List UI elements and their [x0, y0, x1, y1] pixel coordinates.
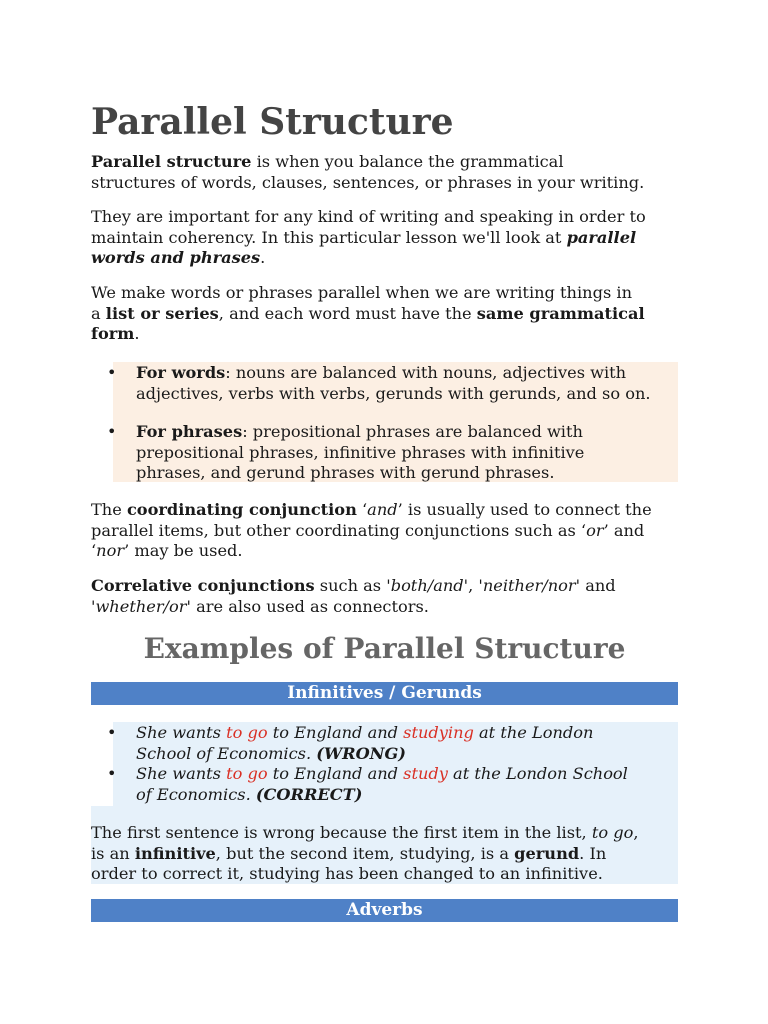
bullet-icon: •	[107, 764, 117, 783]
explanation-callout	[91, 806, 678, 884]
examples-callout: • She wants to go to England and studying at the London School of Economics. (WRONG) • She wants to go to England and study at the London School of Economics. (CORRECT)	[113, 722, 678, 806]
intro-paragraph: Parallel structure is when you balance the grammatical structures of words, clauses, sentences, or phrases in your writing.	[91, 152, 645, 192]
band-infinitives-gerunds: Infinitives / Gerunds	[91, 682, 678, 705]
page-title: Parallel Structure	[91, 101, 454, 143]
section-title: Examples of Parallel Structure	[143, 632, 626, 665]
coordinating-conjunction-paragraph: The coordinating conjunction ‘and’ is usually used to connect the parallel items, but other coordinating conjunctions such as ‘or’ and ‘nor’ may be used.	[91, 500, 652, 561]
band-adverbs: Adverbs	[91, 899, 678, 922]
explanation-paragraph: The first sentence is wrong because the first item in the list, to go, is an infinitive, but the second item, studying, is a gerund. In order to correct it, studying has been changed to an infinitive.	[91, 823, 639, 884]
term-parallel-structure: Parallel structure	[91, 152, 252, 171]
list-series-paragraph: We make words or phrases parallel when we are writing things in a list or series, and each word must have the same grammatical form.	[91, 283, 645, 344]
correlative-conjunction-paragraph: Correlative conjunctions such as 'both/and', 'neither/nor' and 'whether/or' are also used as connectors.	[91, 576, 616, 616]
rules-callout: • For words: nouns are balanced with nouns, adjectives with adjectives, verbs with verbs, gerunds with gerunds, and so on. • For phrases: prepositional phrases are balanced with prepositional phrases, infinitive phrases with infinitive phrases, and gerund phrases with gerund phrases.	[113, 362, 678, 482]
bullet-icon: •	[107, 422, 117, 441]
bullet-icon: •	[107, 723, 117, 742]
bullet-icon: •	[107, 363, 117, 382]
importance-paragraph: They are important for any kind of writing and speaking in order to maintain coherency. In this particular lesson we'll look at parallel words and phrases.	[91, 207, 646, 268]
